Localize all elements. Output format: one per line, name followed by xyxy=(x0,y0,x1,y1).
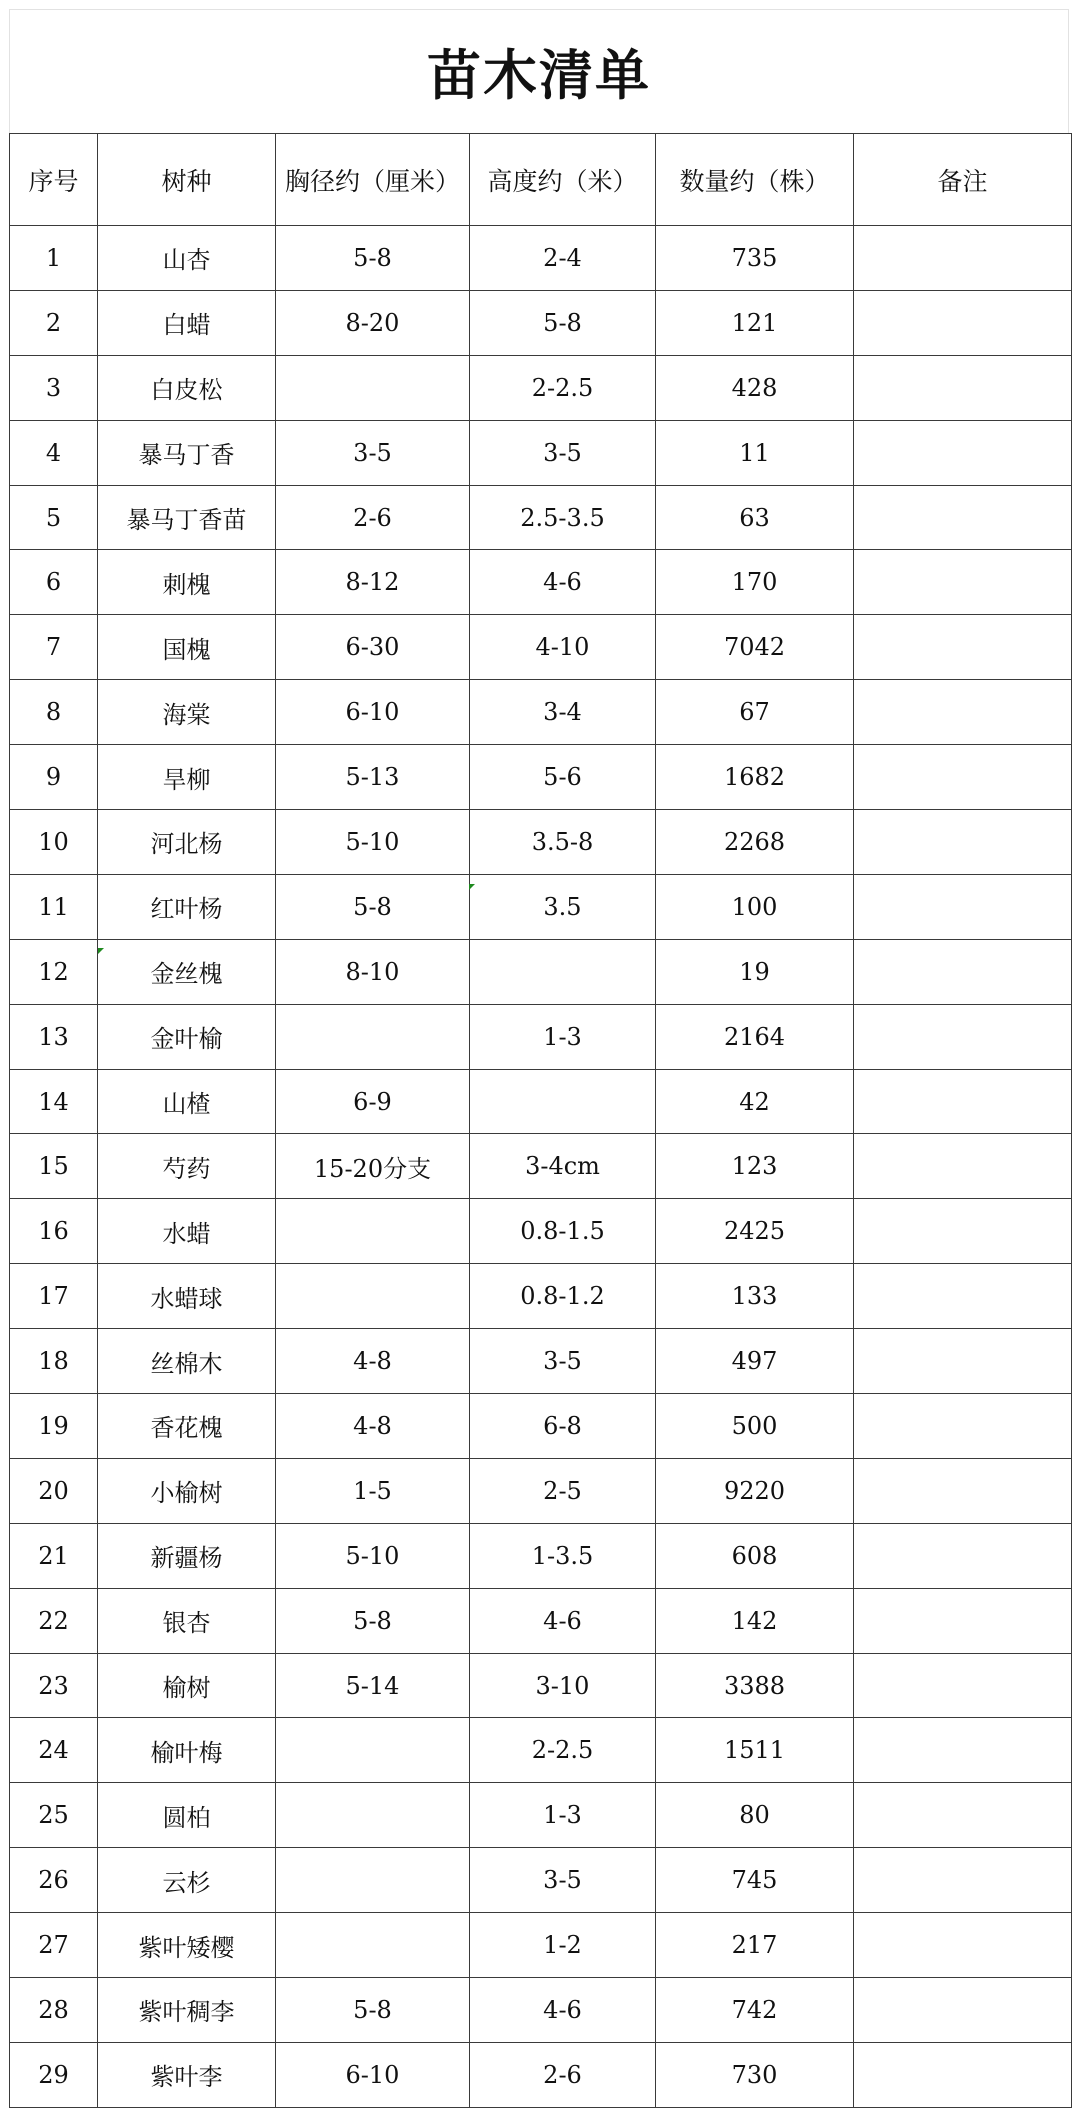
cell-remarks[interactable] xyxy=(854,1264,1072,1329)
cell-quantity[interactable]: 2164 xyxy=(656,1004,854,1069)
cell-serial[interactable]: 17 xyxy=(10,1264,98,1329)
cell-remarks[interactable] xyxy=(854,680,1072,745)
cell-serial[interactable]: 11 xyxy=(10,874,98,939)
table-row xyxy=(10,1523,1072,1588)
cell-serial[interactable]: 10 xyxy=(10,810,98,875)
cell-species[interactable]: 暴马丁香 xyxy=(98,420,276,485)
cell-species[interactable]: 山楂 xyxy=(98,1069,276,1134)
cell-remarks[interactable] xyxy=(854,1978,1072,2043)
cell-height[interactable]: 1-3.5 xyxy=(470,1523,656,1588)
cell-serial[interactable]: 6 xyxy=(10,550,98,615)
cell-height[interactable]: 3-5 xyxy=(470,420,656,485)
cell-species[interactable]: 银杏 xyxy=(98,1588,276,1653)
cell-quantity[interactable]: 735 xyxy=(656,226,854,291)
cell-height[interactable]: 4-6 xyxy=(470,1588,656,1653)
cell-remarks[interactable] xyxy=(854,1394,1072,1459)
comment-marker xyxy=(469,884,475,890)
cell-species[interactable]: 暴马丁香苗 xyxy=(98,485,276,550)
cell-species[interactable]: 白蜡 xyxy=(98,290,276,355)
cell-height[interactable]: 3-5 xyxy=(470,1848,656,1913)
table-row xyxy=(10,1718,1072,1783)
cell-species[interactable]: 刺槐 xyxy=(98,550,276,615)
cell-quantity[interactable]: 63 xyxy=(656,485,854,550)
header-remarks[interactable]: 备注 xyxy=(854,134,1072,226)
cell-remarks[interactable] xyxy=(854,290,1072,355)
cell-quantity[interactable]: 500 xyxy=(656,1394,854,1459)
cell-species[interactable]: 香花槐 xyxy=(98,1394,276,1459)
cell-height[interactable]: 0.8-1.2 xyxy=(470,1264,656,1329)
cell-species[interactable]: 小榆树 xyxy=(98,1458,276,1523)
cell-remarks[interactable] xyxy=(854,1004,1072,1069)
cell-serial[interactable]: 16 xyxy=(10,1199,98,1264)
cell-height[interactable]: 2-6 xyxy=(470,2042,656,2107)
table-row xyxy=(10,1394,1072,1459)
cell-height[interactable] xyxy=(470,1069,656,1134)
cell-species[interactable]: 紫叶稠李 xyxy=(98,1978,276,2043)
cell-remarks[interactable] xyxy=(854,1329,1072,1394)
cell-quantity[interactable]: 3388 xyxy=(656,1653,854,1718)
cell-quantity[interactable]: 1511 xyxy=(656,1718,854,1783)
cell-serial[interactable]: 27 xyxy=(10,1913,98,1978)
cell-height[interactable]: 3-10 xyxy=(470,1653,656,1718)
cell-species[interactable]: 白皮松 xyxy=(98,355,276,420)
table-row xyxy=(10,745,1072,810)
table-row xyxy=(10,1588,1072,1653)
cell-serial[interactable]: 14 xyxy=(10,1069,98,1134)
cell-serial[interactable]: 29 xyxy=(10,2042,98,2107)
cell-serial[interactable]: 25 xyxy=(10,1783,98,1848)
table-row xyxy=(10,1848,1072,1913)
cell-remarks[interactable] xyxy=(854,485,1072,550)
cell-serial[interactable]: 26 xyxy=(10,1848,98,1913)
cell-quantity[interactable]: 2425 xyxy=(656,1199,854,1264)
cell-serial[interactable]: 2 xyxy=(10,290,98,355)
cell-species[interactable]: 新疆杨 xyxy=(98,1523,276,1588)
cell-dbh[interactable]: 6-9 xyxy=(276,1069,470,1134)
table-row xyxy=(10,226,1072,291)
cell-height[interactable]: 3.5-8 xyxy=(470,810,656,875)
cell-remarks[interactable] xyxy=(854,1458,1072,1523)
cell-dbh[interactable]: 5-8 xyxy=(276,1588,470,1653)
cell-quantity[interactable]: 170 xyxy=(656,550,854,615)
cell-height[interactable]: 2.5-3.5 xyxy=(470,485,656,550)
table-row xyxy=(10,550,1072,615)
cell-dbh[interactable]: 5-8 xyxy=(276,226,470,291)
cell-quantity[interactable]: 742 xyxy=(656,1978,854,2043)
cell-remarks[interactable] xyxy=(854,810,1072,875)
table-row xyxy=(10,1458,1072,1523)
cell-dbh[interactable]: 3-5 xyxy=(276,420,470,485)
cell-serial[interactable]: 23 xyxy=(10,1653,98,1718)
cell-height[interactable]: 0.8-1.5 xyxy=(470,1199,656,1264)
table-row xyxy=(10,1329,1072,1394)
table-row xyxy=(10,2042,1072,2107)
cell-quantity[interactable]: 42 xyxy=(656,1069,854,1134)
cell-quantity[interactable]: 9220 xyxy=(656,1458,854,1523)
cell-species[interactable]: 圆柏 xyxy=(98,1783,276,1848)
cell-serial[interactable]: 4 xyxy=(10,420,98,485)
cell-species[interactable]: 芍药 xyxy=(98,1134,276,1199)
cell-height[interactable]: 3-5 xyxy=(470,1329,656,1394)
cell-dbh[interactable] xyxy=(276,1718,470,1783)
cell-remarks[interactable] xyxy=(854,1848,1072,1913)
cell-species[interactable]: 紫叶矮樱 xyxy=(98,1913,276,1978)
cell-remarks[interactable] xyxy=(854,355,1072,420)
sheet-title: 苗木清单 xyxy=(427,43,651,107)
cell-species[interactable]: 水蜡球 xyxy=(98,1264,276,1329)
cell-remarks[interactable] xyxy=(854,1523,1072,1588)
cell-remarks[interactable] xyxy=(854,615,1072,680)
cell-remarks[interactable] xyxy=(854,1653,1072,1718)
cell-height[interactable]: 2-2.5 xyxy=(470,1718,656,1783)
cell-remarks[interactable] xyxy=(854,939,1072,1004)
cell-dbh[interactable]: 4-8 xyxy=(276,1394,470,1459)
cell-quantity[interactable]: 1682 xyxy=(656,745,854,810)
table-row xyxy=(10,1069,1072,1134)
cell-height[interactable]: 5-8 xyxy=(470,290,656,355)
cell-remarks[interactable] xyxy=(854,1913,1072,1978)
cell-quantity[interactable]: 133 xyxy=(656,1264,854,1329)
cell-serial[interactable]: 24 xyxy=(10,1718,98,1783)
cell-quantity[interactable]: 745 xyxy=(656,1848,854,1913)
cell-height[interactable]: 6-8 xyxy=(470,1394,656,1459)
cell-serial[interactable]: 21 xyxy=(10,1523,98,1588)
cell-species[interactable]: 旱柳 xyxy=(98,745,276,810)
cell-quantity[interactable]: 19 xyxy=(656,939,854,1004)
cell-height[interactable]: 4-6 xyxy=(470,550,656,615)
cell-dbh[interactable]: 5-10 xyxy=(276,1523,470,1588)
cell-dbh[interactable] xyxy=(276,1913,470,1978)
cell-serial[interactable]: 5 xyxy=(10,485,98,550)
cell-height[interactable]: 2-4 xyxy=(470,226,656,291)
header-row xyxy=(10,134,1072,226)
spreadsheet xyxy=(9,9,1071,2111)
cell-quantity[interactable]: 11 xyxy=(656,420,854,485)
cell-dbh[interactable]: 5-13 xyxy=(276,745,470,810)
cell-species[interactable]: 水蜡 xyxy=(98,1199,276,1264)
cell-height[interactable]: 1-3 xyxy=(470,1783,656,1848)
cell-height[interactable]: 5-6 xyxy=(470,745,656,810)
cell-species[interactable]: 红叶杨 xyxy=(98,874,276,939)
cell-species[interactable]: 国槐 xyxy=(98,615,276,680)
cell-serial[interactable]: 22 xyxy=(10,1588,98,1653)
cell-serial[interactable]: 13 xyxy=(10,1004,98,1069)
table-row xyxy=(10,1004,1072,1069)
cell-dbh[interactable]: 8-20 xyxy=(276,290,470,355)
cell-height[interactable]: 3.5 xyxy=(470,874,656,939)
cell-dbh[interactable]: 8-12 xyxy=(276,550,470,615)
cell-height[interactable]: 4-6 xyxy=(470,1978,656,2043)
table-row xyxy=(10,1134,1072,1199)
cell-quantity[interactable]: 608 xyxy=(656,1523,854,1588)
cell-remarks[interactable] xyxy=(854,2042,1072,2107)
cell-height[interactable]: 2-5 xyxy=(470,1458,656,1523)
cell-quantity[interactable]: 217 xyxy=(656,1913,854,1978)
cell-quantity[interactable]: 123 xyxy=(656,1134,854,1199)
cell-quantity[interactable]: 67 xyxy=(656,680,854,745)
header-height[interactable]: 高度约（米） xyxy=(470,134,656,226)
cell-remarks[interactable] xyxy=(854,226,1072,291)
cell-species[interactable]: 榆叶梅 xyxy=(98,1718,276,1783)
cell-serial[interactable]: 7 xyxy=(10,615,98,680)
cell-dbh[interactable]: 2-6 xyxy=(276,485,470,550)
cell-serial[interactable]: 9 xyxy=(10,745,98,810)
cell-quantity[interactable]: 730 xyxy=(656,2042,854,2107)
cell-quantity[interactable]: 428 xyxy=(656,355,854,420)
cell-species[interactable]: 河北杨 xyxy=(98,810,276,875)
cell-serial[interactable]: 19 xyxy=(10,1394,98,1459)
table-row xyxy=(10,810,1072,875)
cell-remarks[interactable] xyxy=(854,874,1072,939)
cell-quantity[interactable]: 497 xyxy=(656,1329,854,1394)
header-species[interactable]: 树种 xyxy=(98,134,276,226)
table-row xyxy=(10,355,1072,420)
cell-species[interactable]: 金丝槐 xyxy=(98,939,276,1004)
table-row xyxy=(10,680,1072,745)
table-row xyxy=(10,615,1072,680)
header-quantity[interactable]: 数量约（株） xyxy=(656,134,854,226)
table-row xyxy=(10,290,1072,355)
comment-marker xyxy=(98,948,104,954)
cell-species[interactable]: 山杏 xyxy=(98,226,276,291)
cell-species[interactable]: 榆树 xyxy=(98,1653,276,1718)
cell-remarks[interactable] xyxy=(854,1588,1072,1653)
cell-dbh[interactable]: 5-8 xyxy=(276,1978,470,2043)
cell-quantity[interactable]: 142 xyxy=(656,1588,854,1653)
cell-species[interactable]: 云杉 xyxy=(98,1848,276,1913)
table-row xyxy=(10,1978,1072,2043)
cell-dbh[interactable]: 15-20分支 xyxy=(276,1134,470,1199)
cell-height[interactable]: 4-10 xyxy=(470,615,656,680)
cell-dbh[interactable] xyxy=(276,1004,470,1069)
table-row xyxy=(10,1653,1072,1718)
cell-quantity[interactable]: 2268 xyxy=(656,810,854,875)
cell-serial[interactable]: 20 xyxy=(10,1458,98,1523)
cell-serial[interactable]: 28 xyxy=(10,1978,98,2043)
cell-quantity[interactable]: 100 xyxy=(656,874,854,939)
cell-serial[interactable]: 15 xyxy=(10,1134,98,1199)
cell-height[interactable]: 3-4 xyxy=(470,680,656,745)
cell-dbh[interactable]: 6-30 xyxy=(276,615,470,680)
cell-serial[interactable]: 18 xyxy=(10,1329,98,1394)
cell-dbh[interactable] xyxy=(276,1783,470,1848)
cell-dbh[interactable] xyxy=(276,355,470,420)
cell-serial[interactable]: 3 xyxy=(10,355,98,420)
cell-height[interactable]: 2-2.5 xyxy=(470,355,656,420)
cell-dbh[interactable]: 6-10 xyxy=(276,680,470,745)
cell-remarks[interactable] xyxy=(854,550,1072,615)
table-row xyxy=(10,485,1072,550)
cell-dbh[interactable] xyxy=(276,1264,470,1329)
seedling-table xyxy=(9,133,1072,2108)
cell-serial[interactable]: 12 xyxy=(10,939,98,1004)
cell-height[interactable] xyxy=(470,939,656,1004)
cell-height[interactable]: 3-4cm xyxy=(470,1134,656,1199)
cell-dbh[interactable]: 5-8 xyxy=(276,874,470,939)
cell-species[interactable]: 金叶榆 xyxy=(98,1004,276,1069)
cell-remarks[interactable] xyxy=(854,1718,1072,1783)
cell-dbh[interactable]: 8-10 xyxy=(276,939,470,1004)
cell-serial[interactable]: 1 xyxy=(10,226,98,291)
table-row xyxy=(10,1913,1072,1978)
cell-remarks[interactable] xyxy=(854,1199,1072,1264)
header-dbh[interactable]: 胸径约（厘米） xyxy=(276,134,470,226)
table-row xyxy=(10,420,1072,485)
cell-serial[interactable]: 8 xyxy=(10,680,98,745)
cell-dbh[interactable]: 1-5 xyxy=(276,1458,470,1523)
cell-species[interactable]: 丝棉木 xyxy=(98,1329,276,1394)
cell-remarks[interactable] xyxy=(854,1069,1072,1134)
header-serial[interactable]: 序号 xyxy=(10,134,98,226)
cell-dbh[interactable]: 6-10 xyxy=(276,2042,470,2107)
cell-dbh[interactable]: 5-10 xyxy=(276,810,470,875)
cell-height[interactable]: 1-2 xyxy=(470,1913,656,1978)
cell-species[interactable]: 紫叶李 xyxy=(98,2042,276,2107)
cell-dbh[interactable] xyxy=(276,1199,470,1264)
cell-quantity[interactable]: 121 xyxy=(656,290,854,355)
table-row xyxy=(10,1783,1072,1848)
table-row xyxy=(10,1264,1072,1329)
cell-dbh[interactable]: 5-14 xyxy=(276,1653,470,1718)
cell-quantity[interactable]: 80 xyxy=(656,1783,854,1848)
cell-remarks[interactable] xyxy=(854,1134,1072,1199)
cell-remarks[interactable] xyxy=(854,745,1072,810)
cell-remarks[interactable] xyxy=(854,1783,1072,1848)
cell-remarks[interactable] xyxy=(854,420,1072,485)
table-row xyxy=(10,1199,1072,1264)
table-row xyxy=(10,939,1072,1004)
title-cell[interactable] xyxy=(9,9,1069,133)
cell-dbh[interactable]: 4-8 xyxy=(276,1329,470,1394)
cell-species[interactable]: 海棠 xyxy=(98,680,276,745)
cell-quantity[interactable]: 7042 xyxy=(656,615,854,680)
cell-dbh[interactable] xyxy=(276,1848,470,1913)
table-row xyxy=(10,874,1072,939)
cell-height[interactable]: 1-3 xyxy=(470,1004,656,1069)
